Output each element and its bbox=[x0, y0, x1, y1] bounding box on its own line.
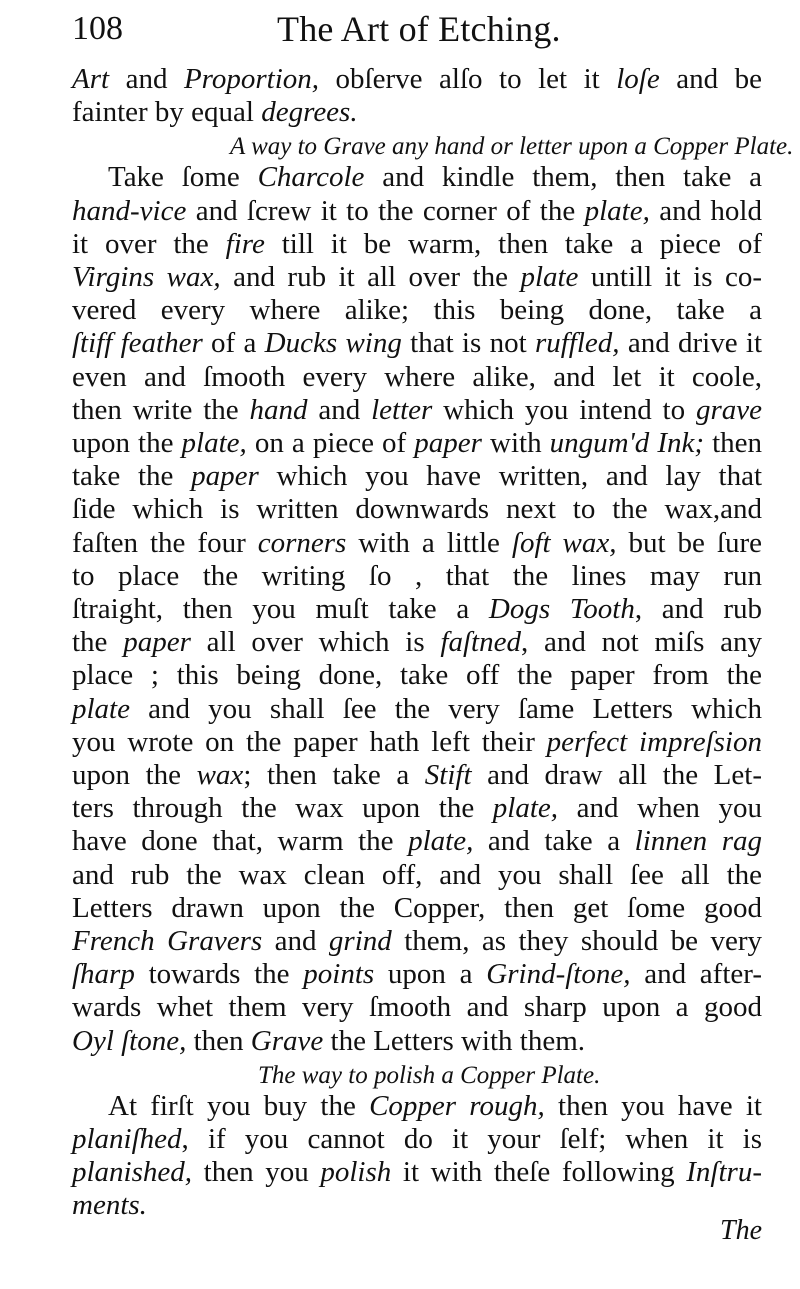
italic-text: perfect impreſsion bbox=[546, 725, 762, 758]
roman-text: , and not miſs any bbox=[520, 626, 762, 659]
roman-text: it over the bbox=[72, 227, 226, 260]
roman-text: and draw all the Let- bbox=[471, 759, 762, 791]
italic-text: Grind-ſtone, bbox=[486, 958, 631, 991]
italic-text: linnen rag bbox=[634, 825, 763, 858]
italic-text: grave bbox=[695, 393, 762, 426]
italic-text: grind bbox=[328, 925, 392, 957]
text-line bbox=[72, 62, 762, 96]
text-line bbox=[72, 426, 762, 460]
roman-text: take the bbox=[72, 460, 192, 493]
running-title: The Art of Etching. bbox=[277, 9, 561, 49]
italic-text: planished, bbox=[72, 1156, 193, 1189]
italic-text: fire bbox=[225, 227, 265, 260]
text-line bbox=[72, 1155, 762, 1189]
italic-text: faſtned bbox=[440, 626, 521, 659]
roman-text: wards whet them very ſmooth and sharp upon a good bbox=[72, 991, 762, 1024]
roman-text: you wrote on the paper hath left their bbox=[72, 725, 547, 758]
roman-text: fainter by equal bbox=[72, 96, 262, 129]
roman-text: them, as they should be very bbox=[391, 925, 762, 957]
roman-text: untill it is co- bbox=[578, 261, 763, 293]
italic-text: plate, bbox=[584, 194, 650, 227]
italic-text: Stift bbox=[424, 759, 472, 791]
italic-text: planiſhed bbox=[72, 1123, 182, 1155]
text-line bbox=[72, 393, 762, 427]
text-line bbox=[72, 924, 762, 958]
italic-text: ruffled, bbox=[534, 327, 620, 360]
italic-text: hand bbox=[249, 393, 308, 426]
roman-text: towards the bbox=[134, 958, 304, 991]
text-line bbox=[108, 1089, 762, 1123]
section-heading: A way to Grave any hand or letter upon a Copper Plate. bbox=[230, 133, 794, 161]
text-line bbox=[72, 858, 762, 892]
catchword: The bbox=[720, 1215, 762, 1246]
roman-text: then bbox=[704, 427, 762, 459]
roman-text: to place the writing ſo , that the lines may run bbox=[72, 559, 762, 592]
roman-text: and when you bbox=[558, 792, 762, 825]
italic-text: plate bbox=[520, 261, 579, 293]
page-number: 108 bbox=[72, 10, 123, 47]
italic-text: letter bbox=[371, 393, 433, 426]
roman-text: , and rub bbox=[634, 593, 763, 625]
text-line bbox=[72, 1024, 762, 1058]
italic-text: Proportion, bbox=[183, 63, 320, 95]
text-line bbox=[72, 1188, 762, 1222]
italic-text: points bbox=[303, 958, 375, 991]
text-line bbox=[72, 592, 762, 626]
roman-text: which you intend to bbox=[432, 393, 696, 426]
text-line bbox=[72, 95, 762, 129]
italic-text: loſe bbox=[616, 63, 660, 95]
roman-text: that is not bbox=[401, 327, 535, 360]
roman-text: and bbox=[262, 925, 329, 957]
italic-text: ſharp bbox=[72, 958, 135, 991]
roman-text: and be bbox=[659, 63, 763, 95]
roman-text: and bbox=[109, 63, 184, 95]
roman-text: the bbox=[72, 626, 124, 659]
roman-text: even and ſmooth every where alike, and let it coole, bbox=[72, 360, 762, 393]
italic-text: corners bbox=[257, 526, 347, 559]
text-line bbox=[72, 758, 762, 792]
text-line bbox=[72, 957, 762, 991]
running-head bbox=[72, 8, 762, 50]
italic-text: Virgins wax, bbox=[72, 261, 221, 293]
roman-text: and you shall ſee the very ſame Letters which bbox=[130, 692, 762, 725]
text-line bbox=[72, 559, 762, 593]
italic-text: Inſtru- bbox=[686, 1156, 762, 1189]
roman-text: it with theſe following bbox=[391, 1156, 687, 1189]
roman-text: At firſt you buy the bbox=[108, 1089, 370, 1122]
italic-text: polish bbox=[320, 1156, 392, 1189]
roman-text: then you bbox=[192, 1156, 321, 1189]
roman-text: upon the bbox=[72, 427, 182, 459]
italic-text: paper bbox=[414, 427, 482, 459]
italic-text: Dogs Tooth bbox=[488, 593, 635, 625]
text-line bbox=[72, 990, 762, 1024]
italic-text: paper bbox=[123, 626, 191, 659]
roman-text: the Letters with them. bbox=[323, 1024, 586, 1057]
roman-text: upon a bbox=[374, 958, 487, 991]
italic-text: ments. bbox=[72, 1189, 147, 1222]
text-line bbox=[72, 194, 762, 228]
italic-text: French Gravers bbox=[72, 925, 263, 957]
roman-text: have done that, warm the bbox=[72, 825, 409, 858]
italic-text: hand-vice bbox=[72, 194, 187, 227]
text-line bbox=[72, 692, 762, 726]
text-line bbox=[72, 658, 762, 692]
text-line bbox=[72, 824, 762, 858]
text-line bbox=[72, 360, 762, 394]
italic-text: Ducks wing bbox=[264, 327, 402, 360]
roman-text: and rub it all over the bbox=[220, 261, 521, 293]
roman-text: , if you cannot do it your ſelf; when it is bbox=[181, 1123, 762, 1155]
roman-text: and drive it bbox=[619, 327, 763, 360]
italic-text: plate, bbox=[181, 427, 247, 459]
roman-text: and ſcrew it to the corner of the bbox=[186, 194, 585, 227]
text-line bbox=[72, 625, 762, 659]
roman-text: with a little bbox=[346, 526, 512, 559]
italic-text: ungum'd Ink; bbox=[549, 427, 705, 459]
roman-text: ters through the wax upon the bbox=[72, 792, 493, 825]
roman-text: and take a bbox=[473, 825, 635, 858]
text-line bbox=[72, 891, 762, 925]
roman-text: then bbox=[186, 1024, 251, 1057]
italic-text: Oyl ſtone, bbox=[72, 1024, 187, 1057]
text-line bbox=[72, 459, 762, 493]
roman-text: then write the bbox=[72, 393, 250, 426]
text-line bbox=[72, 293, 762, 327]
italic-text: wax bbox=[196, 759, 244, 791]
section-heading: The way to polish a Copper Plate. bbox=[258, 1061, 601, 1089]
text-line bbox=[72, 260, 762, 294]
italic-text: ſoft wax, bbox=[511, 526, 617, 559]
roman-text: ſtraight, then you muſt take a bbox=[72, 593, 489, 625]
roman-text: with bbox=[481, 427, 550, 459]
text-line bbox=[72, 326, 762, 360]
roman-text: and hold bbox=[649, 194, 762, 227]
text-line bbox=[72, 1122, 762, 1156]
text-line bbox=[72, 725, 762, 759]
roman-text: on a piece of bbox=[246, 427, 415, 459]
italic-text: ſtiff feather bbox=[72, 327, 203, 360]
roman-text: then you have it bbox=[544, 1089, 762, 1122]
italic-text: Art bbox=[72, 63, 110, 95]
roman-text: faſten the four bbox=[72, 526, 258, 559]
roman-text: and bbox=[307, 393, 372, 426]
italic-text: paper bbox=[191, 460, 259, 493]
roman-text: and rub the wax clean off, and you shall ſee all the bbox=[72, 858, 762, 891]
roman-text: of a bbox=[202, 327, 265, 360]
text-line bbox=[72, 227, 762, 261]
text-line bbox=[72, 526, 762, 560]
roman-text: all over which is bbox=[190, 626, 441, 659]
roman-text: and kindle them, then take a bbox=[364, 161, 763, 194]
text-line bbox=[108, 160, 762, 194]
roman-text: vered every where alike; this being done, take a bbox=[72, 294, 762, 327]
italic-text: Grave bbox=[250, 1024, 324, 1057]
italic-text: degrees. bbox=[261, 96, 358, 129]
text-line bbox=[72, 791, 762, 825]
roman-text: obſerve alſo to let it bbox=[319, 63, 617, 95]
roman-text: ſide which is written downwards next to the wax,and bbox=[72, 493, 762, 526]
roman-text: place ; this being done, take off the paper from the bbox=[72, 659, 762, 692]
roman-text: ; then take a bbox=[243, 759, 425, 791]
italic-text: plate, bbox=[492, 792, 559, 825]
italic-text: Copper rough, bbox=[369, 1089, 545, 1122]
roman-text: Letters drawn upon the Copper, then get ſome good bbox=[72, 891, 762, 924]
roman-text: Take ſome bbox=[108, 161, 258, 194]
italic-text: Charcole bbox=[257, 161, 365, 194]
text-line bbox=[72, 492, 762, 526]
roman-text: till it be warm, then take a piece of bbox=[264, 227, 762, 260]
roman-text: but be ſure bbox=[616, 526, 762, 559]
italic-text: plate bbox=[72, 692, 130, 725]
italic-text: plate, bbox=[408, 825, 474, 858]
roman-text: and after- bbox=[630, 958, 762, 991]
roman-text: upon the bbox=[72, 759, 197, 791]
roman-text: which you have written, and lay that bbox=[258, 460, 763, 493]
